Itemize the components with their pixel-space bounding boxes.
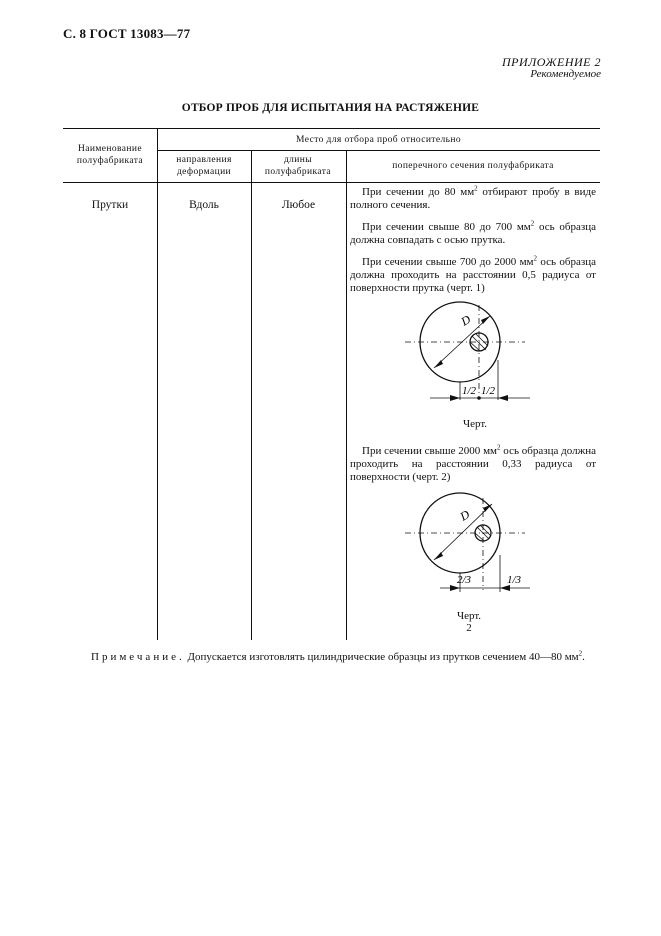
table-header-rule — [63, 182, 600, 183]
fig1-dim-right: 1/2 — [481, 385, 496, 397]
section-paragraph-2: При сечении свыше 80 до 700 $мм^2$ ось образца должна совпадать с осью прутка. — [350, 219, 596, 246]
section-paragraph-4: При сечении свыше 2000 $мм^2$ ось образца должна проходить на расстоянии 0,33 радиуса от поверхности (черт. 2) — [350, 443, 596, 483]
header-section: поперечного сечения полуфабриката — [392, 161, 554, 171]
fig1-dim-left: 1/2 — [462, 385, 477, 397]
table-col-divider-3 — [346, 150, 347, 640]
header-deformation: направления деформации — [176, 155, 232, 177]
header-name: Наименование полуфабриката — [76, 144, 144, 166]
recommended-label: Рекомендуемое — [530, 68, 601, 80]
table-group-rule — [157, 150, 600, 151]
figure-1-caption: Черт. — [462, 418, 488, 430]
header-length: длины полуфабриката — [264, 155, 332, 177]
document-title: ОТБОР ПРОБ ДЛЯ ИСПЫТАНИЯ НА РАСТЯЖЕНИЕ — [181, 102, 480, 114]
table-col-divider-2 — [251, 150, 252, 640]
figure-1-drawing — [400, 300, 550, 410]
figure-2-drawing — [400, 490, 550, 600]
section-paragraph-1: При сечении до 80 $мм^2$ отбирают пробу в виде полного сечения. — [350, 184, 596, 211]
header-group: Место для отбора проб относительно — [296, 135, 461, 145]
appendix-label: ПРИЛОЖЕНИЕ 2 — [502, 55, 601, 69]
fig2-dim-right: 1/3 — [507, 574, 522, 586]
section-paragraph-3: При сечении свыше 700 до 2000 $мм^2$ ось образца должна проходить на расстоянии 0,5 радиуса от поверхности прутка (черт. 1) — [350, 254, 596, 294]
cell-length: Любое — [281, 199, 316, 211]
cell-deformation: Вдоль — [189, 199, 219, 211]
cell-name: Прутки — [91, 199, 129, 211]
fig2-d-label: D — [457, 507, 473, 524]
fig2-dim-left: 2/3 — [457, 574, 472, 586]
note: Примечание. Допускается изготовлять цилиндрические образцы из прутков сечением 40—80 $мм^2$. — [91, 649, 585, 663]
fig1-d-label: D — [458, 312, 474, 329]
figure-2-caption: Черт. 2 — [456, 610, 482, 634]
page-reference: С. 8 ГОСТ 13083—77 — [63, 26, 191, 41]
note-label: Примечание. — [91, 651, 185, 663]
table-top-rule — [63, 128, 600, 129]
